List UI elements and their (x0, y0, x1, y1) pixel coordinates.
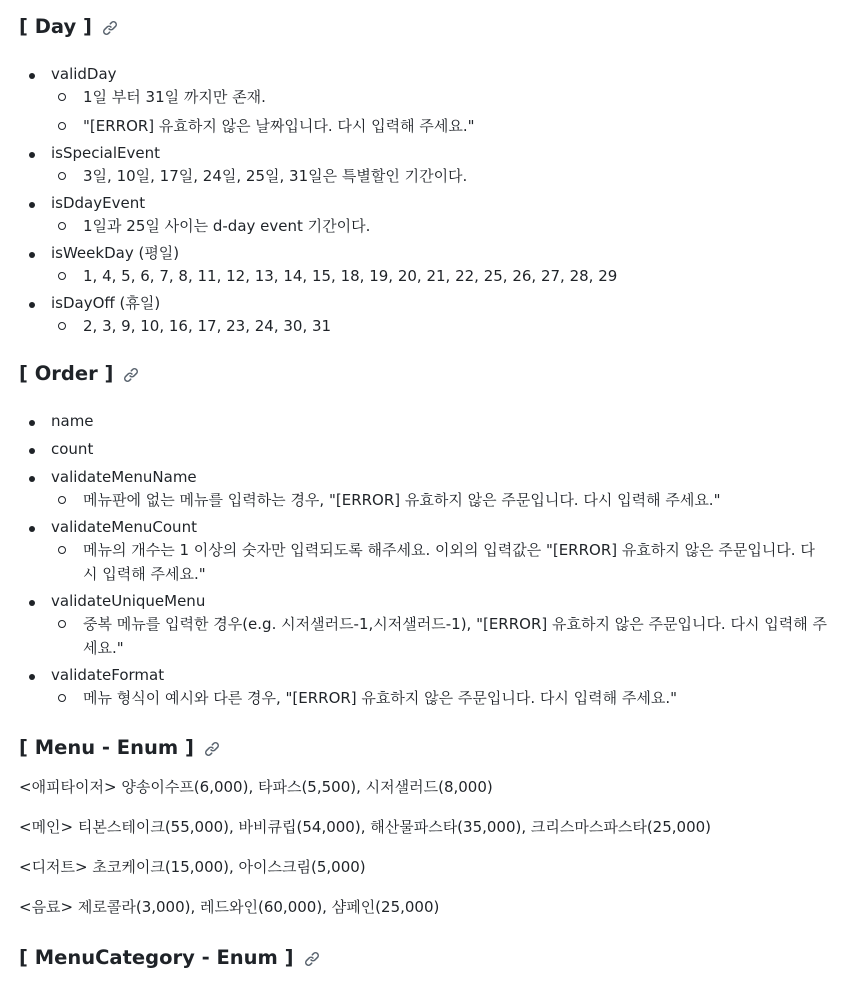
list-item (19, 63, 833, 138)
sub-list (51, 314, 833, 338)
list-item (19, 664, 833, 710)
heading-menu-category-enum-text: [ MenuCategory - Enum ] (19, 946, 294, 969)
sub-item: 1, 4, 5, 6, 7, 8, 11, 12, 13, 14, 15, 18, 19, 20, 21, 22, 25, 26, 27, 28, 29 (51, 264, 833, 288)
day-list (19, 63, 833, 338)
list-item (19, 438, 833, 460)
item-label: count (51, 440, 94, 458)
heading-order (19, 354, 833, 394)
list-item (19, 142, 833, 188)
sub-list (51, 686, 833, 710)
heading-order-text: [ Order ] (19, 362, 114, 385)
order-list (19, 410, 833, 710)
item-label: validDay (51, 65, 117, 83)
item-label: isDdayEvent (51, 194, 146, 212)
menu-line: <메인> 티본스테이크(55,000), 바비큐립(54,000), 해산물파스타(35,000), 크리스마스파스타(25,000) (19, 818, 712, 836)
list-item (19, 590, 833, 660)
menu-line: <음료> 제로콜라(3,000), 레드와인(60,000), 샴페인(25,000) (19, 898, 440, 916)
sub-list (51, 85, 833, 138)
heading-menu-enum (19, 728, 833, 768)
sub-list (51, 538, 833, 586)
item-label: validateUniqueMenu (51, 592, 206, 610)
list-item (19, 242, 833, 288)
sub-item: 2, 3, 9, 10, 16, 17, 23, 24, 30, 31 (51, 314, 833, 338)
list-item (19, 192, 833, 238)
document (0, 7, 852, 978)
sub-item: 메뉴의 개수는 1 이상의 숫자만 입력되도록 해주세요. 이외의 입력값은 "[ERROR] 유효하지 않은 주문입니다. 다시 입력해 주세요." (51, 538, 833, 586)
heading-day-text: [ Day ] (19, 15, 92, 38)
heading-menu-category-enum (19, 938, 833, 978)
item-label: isSpecialEvent (51, 144, 160, 162)
sub-item: 1일과 25일 사이는 d-day event 기간이다. (51, 214, 833, 238)
sub-list (51, 488, 833, 512)
list-item (19, 292, 833, 338)
sub-list (51, 612, 833, 660)
link-icon[interactable] (102, 20, 118, 36)
sub-list (51, 214, 833, 238)
sub-item: 중복 메뉴를 입력한 경우(e.g. 시저샐러드-1,시저샐러드-1), "[ERROR] 유효하지 않은 주문입니다. 다시 입력해 주세요." (51, 612, 833, 660)
list-item (19, 516, 833, 586)
menu-line: <디저트> 초코케이크(15,000), 아이스크림(5,000) (19, 858, 366, 876)
list-item (19, 466, 833, 512)
item-label: isDayOff (휴일) (51, 294, 161, 312)
menu-line: <애피타이저> 양송이수프(6,000), 타파스(5,500), 시저샐러드(8,000) (19, 778, 493, 796)
list-item (19, 410, 833, 432)
item-label: isWeekDay (평일) (51, 244, 180, 262)
item-label: name (51, 412, 94, 430)
sub-list (51, 164, 833, 188)
sub-item: 메뉴 형식이 예시와 다른 경우, "[ERROR] 유효하지 않은 주문입니다. 다시 입력해 주세요." (51, 686, 833, 710)
sub-item: "[ERROR] 유효하지 않은 날짜입니다. 다시 입력해 주세요." (51, 114, 833, 138)
item-label: validateFormat (51, 666, 165, 684)
link-icon[interactable] (304, 951, 320, 967)
link-icon[interactable] (123, 367, 139, 383)
sub-item: 3일, 10일, 17일, 24일, 25일, 31일은 특별할인 기간이다. (51, 164, 833, 188)
sub-item: 메뉴판에 없는 메뉴를 입력하는 경우, "[ERROR] 유효하지 않은 주문입니다. 다시 입력해 주세요." (51, 488, 833, 512)
sub-list (51, 264, 833, 288)
item-label: validateMenuName (51, 468, 197, 486)
item-label: validateMenuCount (51, 518, 197, 536)
heading-menu-enum-text: [ Menu - Enum ] (19, 736, 194, 759)
sub-item: 1일 부터 31일 까지만 존재. (51, 85, 833, 109)
heading-day (19, 7, 833, 47)
link-icon[interactable] (204, 741, 220, 757)
